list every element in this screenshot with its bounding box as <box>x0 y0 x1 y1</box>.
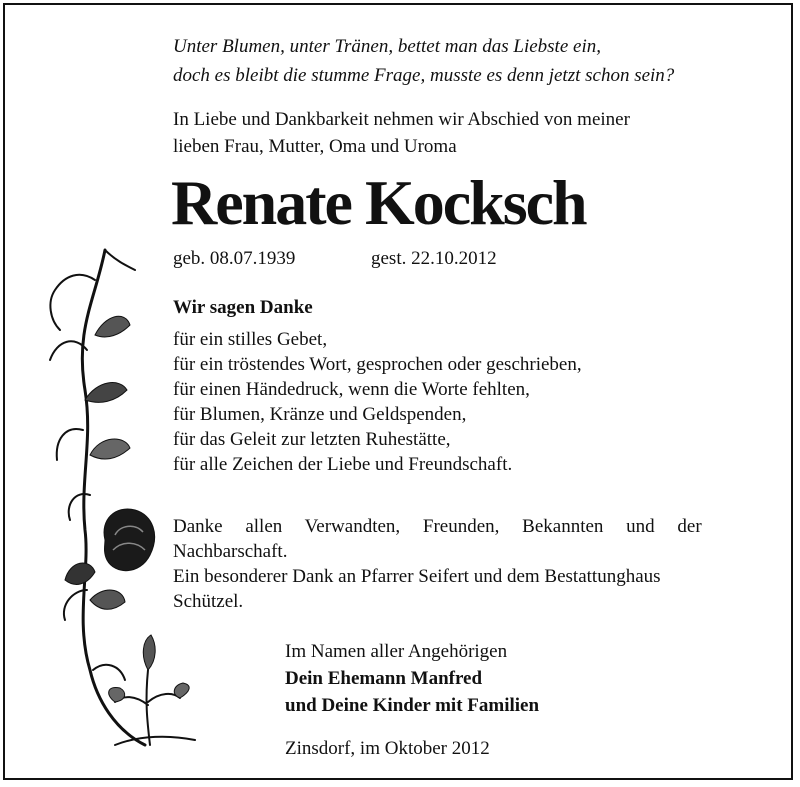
thanks-line: für ein stilles Gebet, <box>173 329 328 350</box>
closing-para2-line2: Schützel. <box>173 591 244 612</box>
intro-line-1: In Liebe und Dankbarkeit nehmen wir Abschied von meiner <box>173 109 630 130</box>
poem-line-1: Unter Blumen, unter Tränen, bettet man das Liebste ein, <box>173 36 601 57</box>
closing-para2-line1: Ein besonderer Dank an Pfarrer Seifert und dem Bestattunghaus <box>173 566 661 587</box>
thanks-heading: Wir sagen Danke <box>173 297 313 318</box>
birth-date: geb. 08.07.1939 <box>173 248 296 269</box>
closing-para1-line2: Nachbarschaft. <box>173 541 288 562</box>
signature-line-3: und Deine Kinder mit Familien <box>285 695 540 716</box>
thanks-line: für Blumen, Kränze und Geldspenden, <box>173 404 467 425</box>
poem-line-2: doch es bleibt die stumme Frage, musste es denn jetzt schon sein? <box>173 65 675 86</box>
intro-line-2: lieben Frau, Mutter, Oma und Uroma <box>173 136 457 157</box>
thanks-line: für einen Händedruck, wenn die Worte fehlten, <box>173 379 530 400</box>
deceased-name: Renate Kocksch <box>171 167 586 238</box>
thanks-line: für alle Zeichen der Liebe und Freundschaft. <box>173 454 513 475</box>
obituary-card <box>3 3 793 780</box>
thanks-line: für ein tröstendes Wort, gesprochen oder geschrieben, <box>173 354 582 375</box>
signature-line-1: Im Namen aller Angehörigen <box>285 641 508 662</box>
death-date: gest. 22.10.2012 <box>371 248 497 269</box>
closing-para1-line1: Danke allen Verwandten, Freunden, Bekannten und der <box>173 516 702 537</box>
signature-line-2: Dein Ehemann Manfred <box>285 668 483 689</box>
thanks-line: für das Geleit zur letzten Ruhestätte, <box>173 429 451 450</box>
place-date: Zinsdorf, im Oktober 2012 <box>285 738 490 759</box>
